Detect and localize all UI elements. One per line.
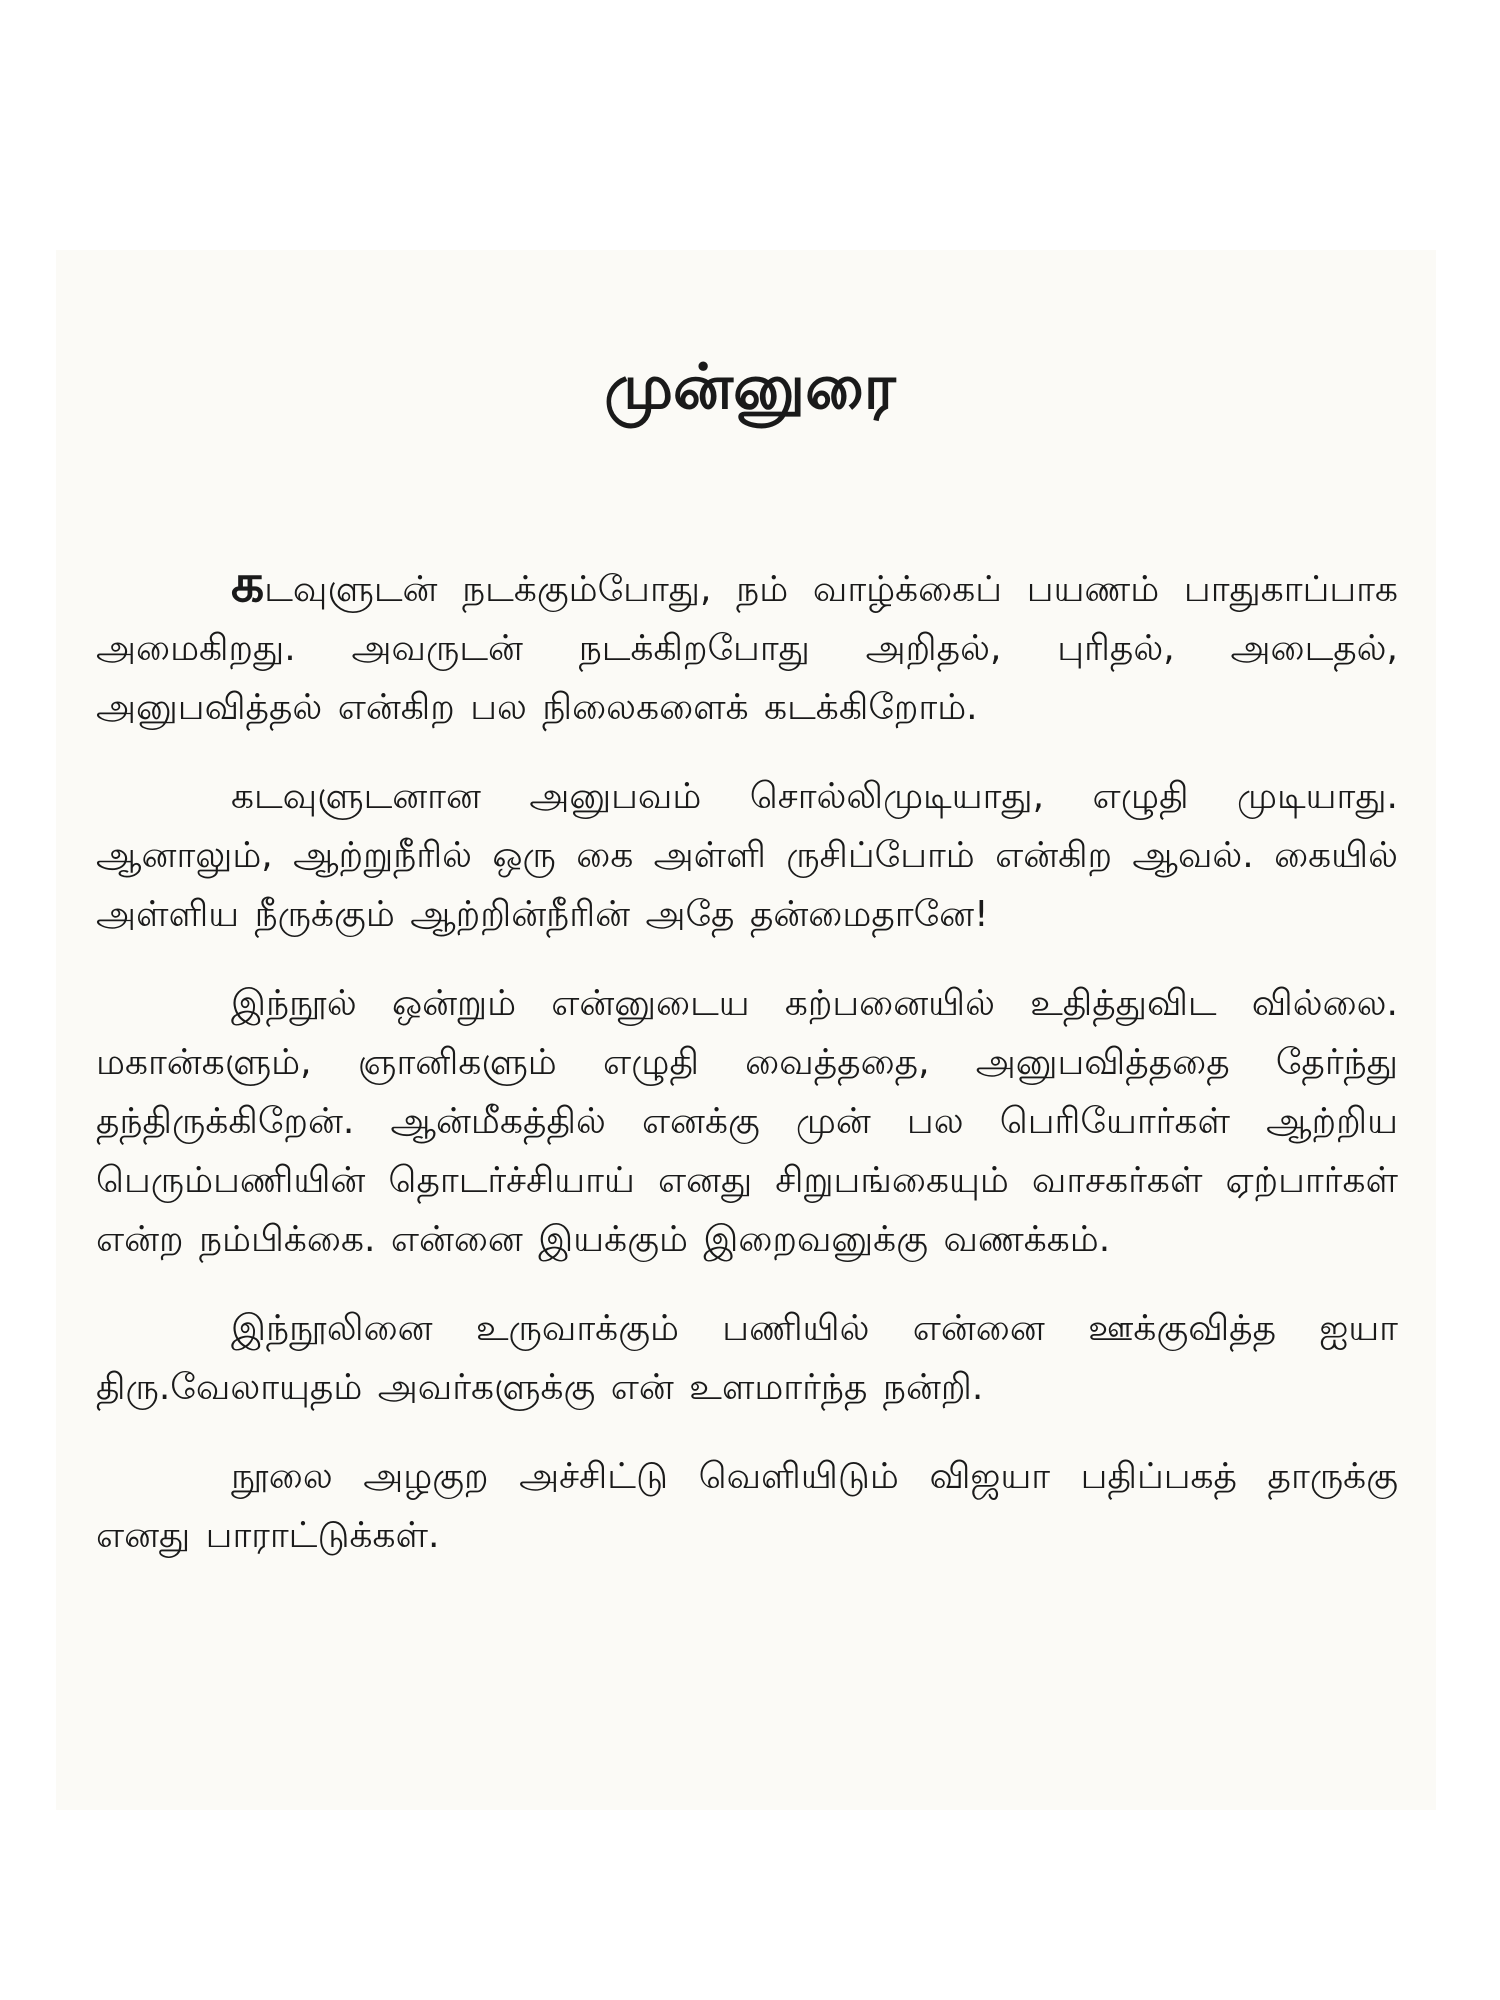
body-text [96,554,1398,1595]
paragraph-4: இந்நூலினை உருவாக்கும் பணியில் என்னை ஊக்குவித்த ஐயா திரு.வேலாயுதம் அவர்களுக்கு என் உளமார்ந்த நன்றி. [96,1308,1398,1408]
paragraph-5: நூலை அழகுற அச்சிட்டு வெளியிடும் விஜயா பதிப்பகத் தாருக்கு எனது பாராட்டுக்கள். [96,1456,1398,1556]
paragraph-3: இந்நூல் ஒன்றும் என்னுடைய கற்பனையில் உதித்துவிட வில்லை. மகான்களும், ஞானிகளும் எழுதி வைத்ததை, அனுபவித்ததை தேர்ந்து தந்திருக்கிறேன். ஆன்மீகத்தில் எனக்கு முன் பல பெரியோர்கள் ஆற்றிய பெரும்பணியின் தொடர்ச்சியாய் எனது சிறுபங்கையும் வாசகர்கள் ஏற்பார்கள் என்ற நம்பிக்கை. என்னை இயக்கும் இறைவனுக்கு வணக்கம். [96,983,1398,1260]
drop-cap: க [231,554,265,614]
paragraph-2: கடவுளுடனான அனுபவம் சொல்லிமுடியாது, எழுதி முடியாது. ஆனாலும், ஆற்றுநீரில் ஒரு கை அள்ளி ருசிப்போம் என்கிற ஆவல். கையில் அள்ளிய நீருக்கும் ஆற்றின்நீரின் அதே தன்மைதானே! [96,776,1398,935]
paragraph-1 [96,554,1398,737]
page-title: முன்னுரை [604,350,896,423]
paragraph-1-text: டவுளுடன் நடக்கும்போது, நம் வாழ்க்கைப் பயணம் பாதுகாப்பாக அமைகிறது. அவருடன் நடக்கிறபோது அறிதல், புரிதல், அடைதல், அனுபவித்தல் என்கிற பல நிலைகளைக் கடக்கிறோம். [96,569,1398,728]
